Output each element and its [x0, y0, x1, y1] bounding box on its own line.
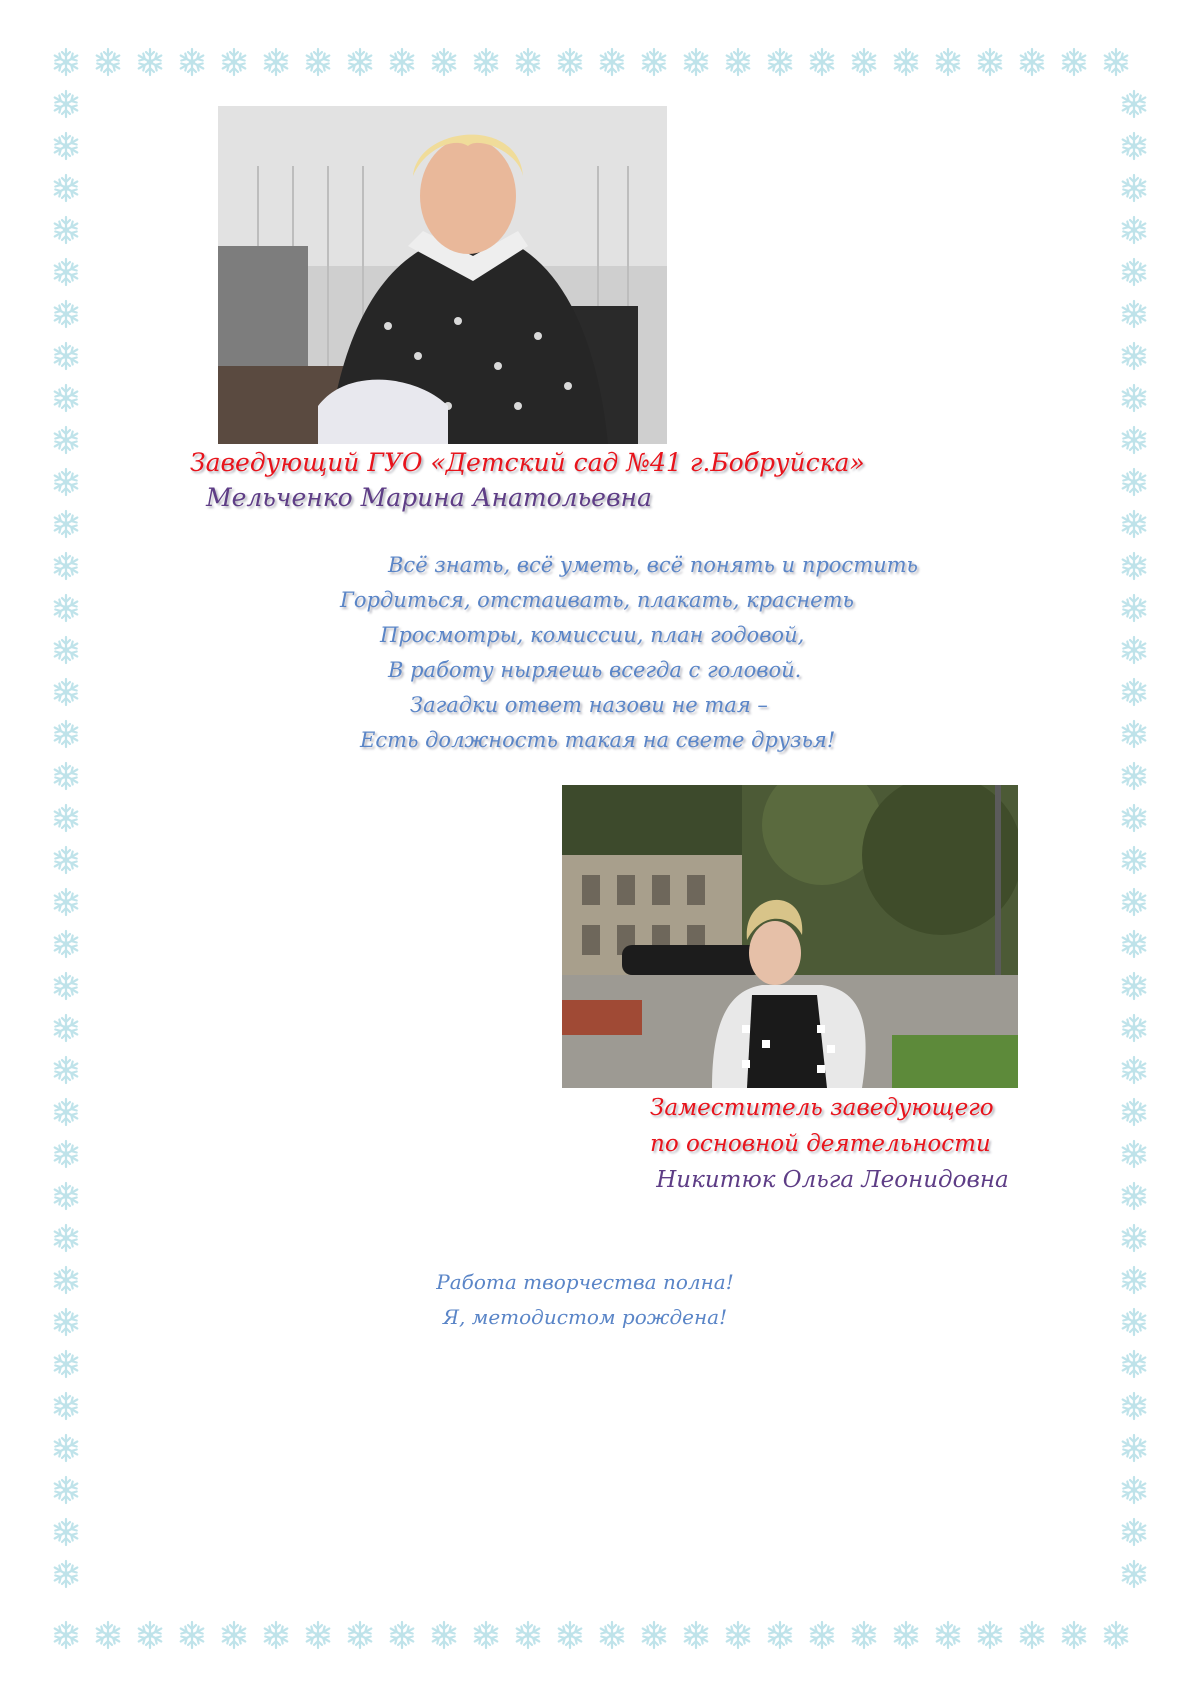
poem-deputy-line: Работа творчества полна!: [436, 1270, 734, 1294]
snowflake-icon: [433, 1622, 456, 1648]
snowflake-icon: [811, 49, 834, 75]
snowflake-icon: [1123, 1519, 1146, 1545]
snowflake-icon: [55, 469, 78, 495]
snowflake-icon: [1123, 1057, 1146, 1083]
snowflake-icon: [265, 49, 288, 75]
snowflake-icon: [475, 1622, 498, 1648]
snowflake-icon: [1123, 931, 1146, 957]
snowflake-icon: [139, 1622, 162, 1648]
snowflake-icon: [769, 49, 792, 75]
snowflake-icon: [1123, 385, 1146, 411]
snowflake-icon: [307, 49, 330, 75]
snowflake-icon: [55, 427, 78, 453]
snowflake-icon: [1123, 805, 1146, 831]
snowflake-icon: [55, 1267, 78, 1293]
snowflake-icon: [1123, 511, 1146, 537]
snowflake-icon: [1123, 1351, 1146, 1377]
snowflake-icon: [1123, 1477, 1146, 1503]
snowflake-icon: [55, 1309, 78, 1335]
snowflake-icon: [1123, 1435, 1146, 1461]
snowflake-icon: [139, 49, 162, 75]
snowflake-icon: [55, 1622, 78, 1648]
snowflake-icon: [55, 343, 78, 369]
snowflake-icon: [55, 511, 78, 537]
snowflake-icon: [55, 805, 78, 831]
poem-line: Гордиться, отстаивать, плакать, краснеть: [340, 588, 854, 612]
snowflake-icon: [433, 49, 456, 75]
snowflake-icon: [1063, 1622, 1086, 1648]
snowflake-icon: [1123, 889, 1146, 915]
snowflake-icon: [55, 217, 78, 243]
snowflake-icon: [55, 973, 78, 999]
snowflake-icon: [1123, 1141, 1146, 1167]
snowflake-icon: [1123, 1561, 1146, 1587]
snowflake-icon: [979, 49, 1002, 75]
snowflake-icon: [55, 1519, 78, 1545]
snowflake-icon: [979, 1622, 1002, 1648]
snowflake-icon: [1123, 175, 1146, 201]
snowflake-icon: [1123, 301, 1146, 327]
deputy-title-line1: Заместитель заведующего: [650, 1095, 994, 1121]
snowflake-icon: [1021, 49, 1044, 75]
snowflake-icon: [1021, 1622, 1044, 1648]
snowflake-icon: [55, 1183, 78, 1209]
deputy-photo: [562, 785, 1018, 1088]
snowflake-icon: [643, 49, 666, 75]
director-name: Мельченко Марина Анатольевна: [206, 483, 652, 512]
snowflake-icon: [1123, 847, 1146, 873]
snowflake-icon: [727, 49, 750, 75]
snowflake-icon: [55, 259, 78, 285]
snowflake-icon: [55, 175, 78, 201]
snowflake-icon: [97, 49, 120, 75]
snowflake-icon: [55, 931, 78, 957]
snowflake-icon: [643, 1622, 666, 1648]
snowflake-icon: [1123, 1225, 1146, 1251]
snowflake-icon: [1123, 553, 1146, 579]
snowflake-icon: [55, 133, 78, 159]
snowflake-icon: [559, 1622, 582, 1648]
snowflake-icon: [1123, 343, 1146, 369]
snowflake-icon: [55, 1477, 78, 1503]
snowflake-icon: [55, 889, 78, 915]
snowflake-icon: [1123, 1309, 1146, 1335]
poem-line: Есть должность такая на свете друзья!: [360, 728, 836, 752]
snowflake-icon: [55, 1141, 78, 1167]
snowflake-icon: [1123, 217, 1146, 243]
snowflake-icon: [223, 49, 246, 75]
snowflake-icon: [1123, 259, 1146, 285]
snowflake-icon: [1123, 1099, 1146, 1125]
snowflake-icon: [1123, 133, 1146, 159]
snowflake-icon: [181, 49, 204, 75]
snowflake-icon: [685, 49, 708, 75]
snowflake-icon: [1123, 679, 1146, 705]
snowflake-icon: [181, 1622, 204, 1648]
snowflake-icon: [1105, 1622, 1128, 1648]
snowflake-icon: [937, 49, 960, 75]
snowflake-icon: [349, 1622, 372, 1648]
snowflake-icon: [55, 1561, 78, 1587]
snowflake-icon: [1123, 973, 1146, 999]
snowflake-icon: [55, 721, 78, 747]
snowflake-icon: [55, 49, 78, 75]
snowflake-icon: [853, 49, 876, 75]
snowflake-icon: [769, 1622, 792, 1648]
snowflake-icon: [601, 49, 624, 75]
director-title: Заведующий ГУО «Детский сад №41 г.Бобруйска»: [190, 448, 865, 477]
snowflake-icon: [1123, 1183, 1146, 1209]
snowflake-icon: [1123, 91, 1146, 117]
snowflake-icon: [97, 1622, 120, 1648]
snowflake-icon: [811, 1622, 834, 1648]
snowflake-icon: [1123, 763, 1146, 789]
snowflake-icon: [55, 679, 78, 705]
snowflake-icon: [307, 1622, 330, 1648]
snowflake-icon: [55, 637, 78, 663]
snowflake-icon: [1123, 1015, 1146, 1041]
snowflake-icon: [55, 1057, 78, 1083]
deputy-title-line2: по основной деятельности: [650, 1131, 991, 1157]
snowflake-icon: [265, 1622, 288, 1648]
deputy-name: Никитюк Ольга Леонидовна: [656, 1167, 1009, 1193]
snowflake-icon: [391, 1622, 414, 1648]
snowflake-icon: [727, 1622, 750, 1648]
snowflake-icon: [55, 1351, 78, 1377]
snowflake-icon: [853, 1622, 876, 1648]
poem-line: В работу ныряешь всегда с головой.: [388, 658, 802, 682]
poem-line: Просмотры, комиссии, план годовой,: [380, 623, 805, 647]
poem-line: Всё знать, всё уметь, всё понять и простить: [388, 553, 918, 577]
director-photo: [218, 106, 667, 444]
snowflake-icon: [1123, 1267, 1146, 1293]
snowflake-icon: [55, 385, 78, 411]
snowflake-icon: [55, 1393, 78, 1419]
snowflake-icon: [1123, 469, 1146, 495]
snowflake-icon: [895, 49, 918, 75]
snowflake-icon: [1123, 1393, 1146, 1419]
snowflake-icon: [223, 1622, 246, 1648]
snowflake-icon: [1063, 49, 1086, 75]
snowflake-icon: [1123, 427, 1146, 453]
snowflake-icon: [55, 301, 78, 327]
snowflake-icon: [391, 49, 414, 75]
snowflake-icon: [349, 49, 372, 75]
snowflake-icon: [55, 1099, 78, 1125]
snowflake-icon: [1123, 721, 1146, 747]
poem-line: Загадки ответ назови не тая –: [410, 693, 768, 717]
snowflake-icon: [55, 91, 78, 117]
snowflake-icon: [55, 1435, 78, 1461]
snowflake-icon: [895, 1622, 918, 1648]
snowflake-icon: [55, 763, 78, 789]
snowflake-icon: [517, 1622, 540, 1648]
snowflake-icon: [559, 49, 582, 75]
snowflake-icon: [55, 847, 78, 873]
snowflake-icon: [685, 1622, 708, 1648]
snowflake-icon: [55, 1015, 78, 1041]
poem-deputy-line: Я, методистом рождена!: [442, 1305, 728, 1329]
snowflake-icon: [55, 1225, 78, 1251]
snowflake-icon: [55, 553, 78, 579]
snowflake-icon: [1123, 637, 1146, 663]
snowflake-icon: [475, 49, 498, 75]
snowflake-icon: [601, 1622, 624, 1648]
snowflake-icon: [517, 49, 540, 75]
snowflake-icon: [1123, 595, 1146, 621]
snowflake-icon: [937, 1622, 960, 1648]
snowflake-icon: [55, 595, 78, 621]
snowflake-icon: [1105, 49, 1128, 75]
